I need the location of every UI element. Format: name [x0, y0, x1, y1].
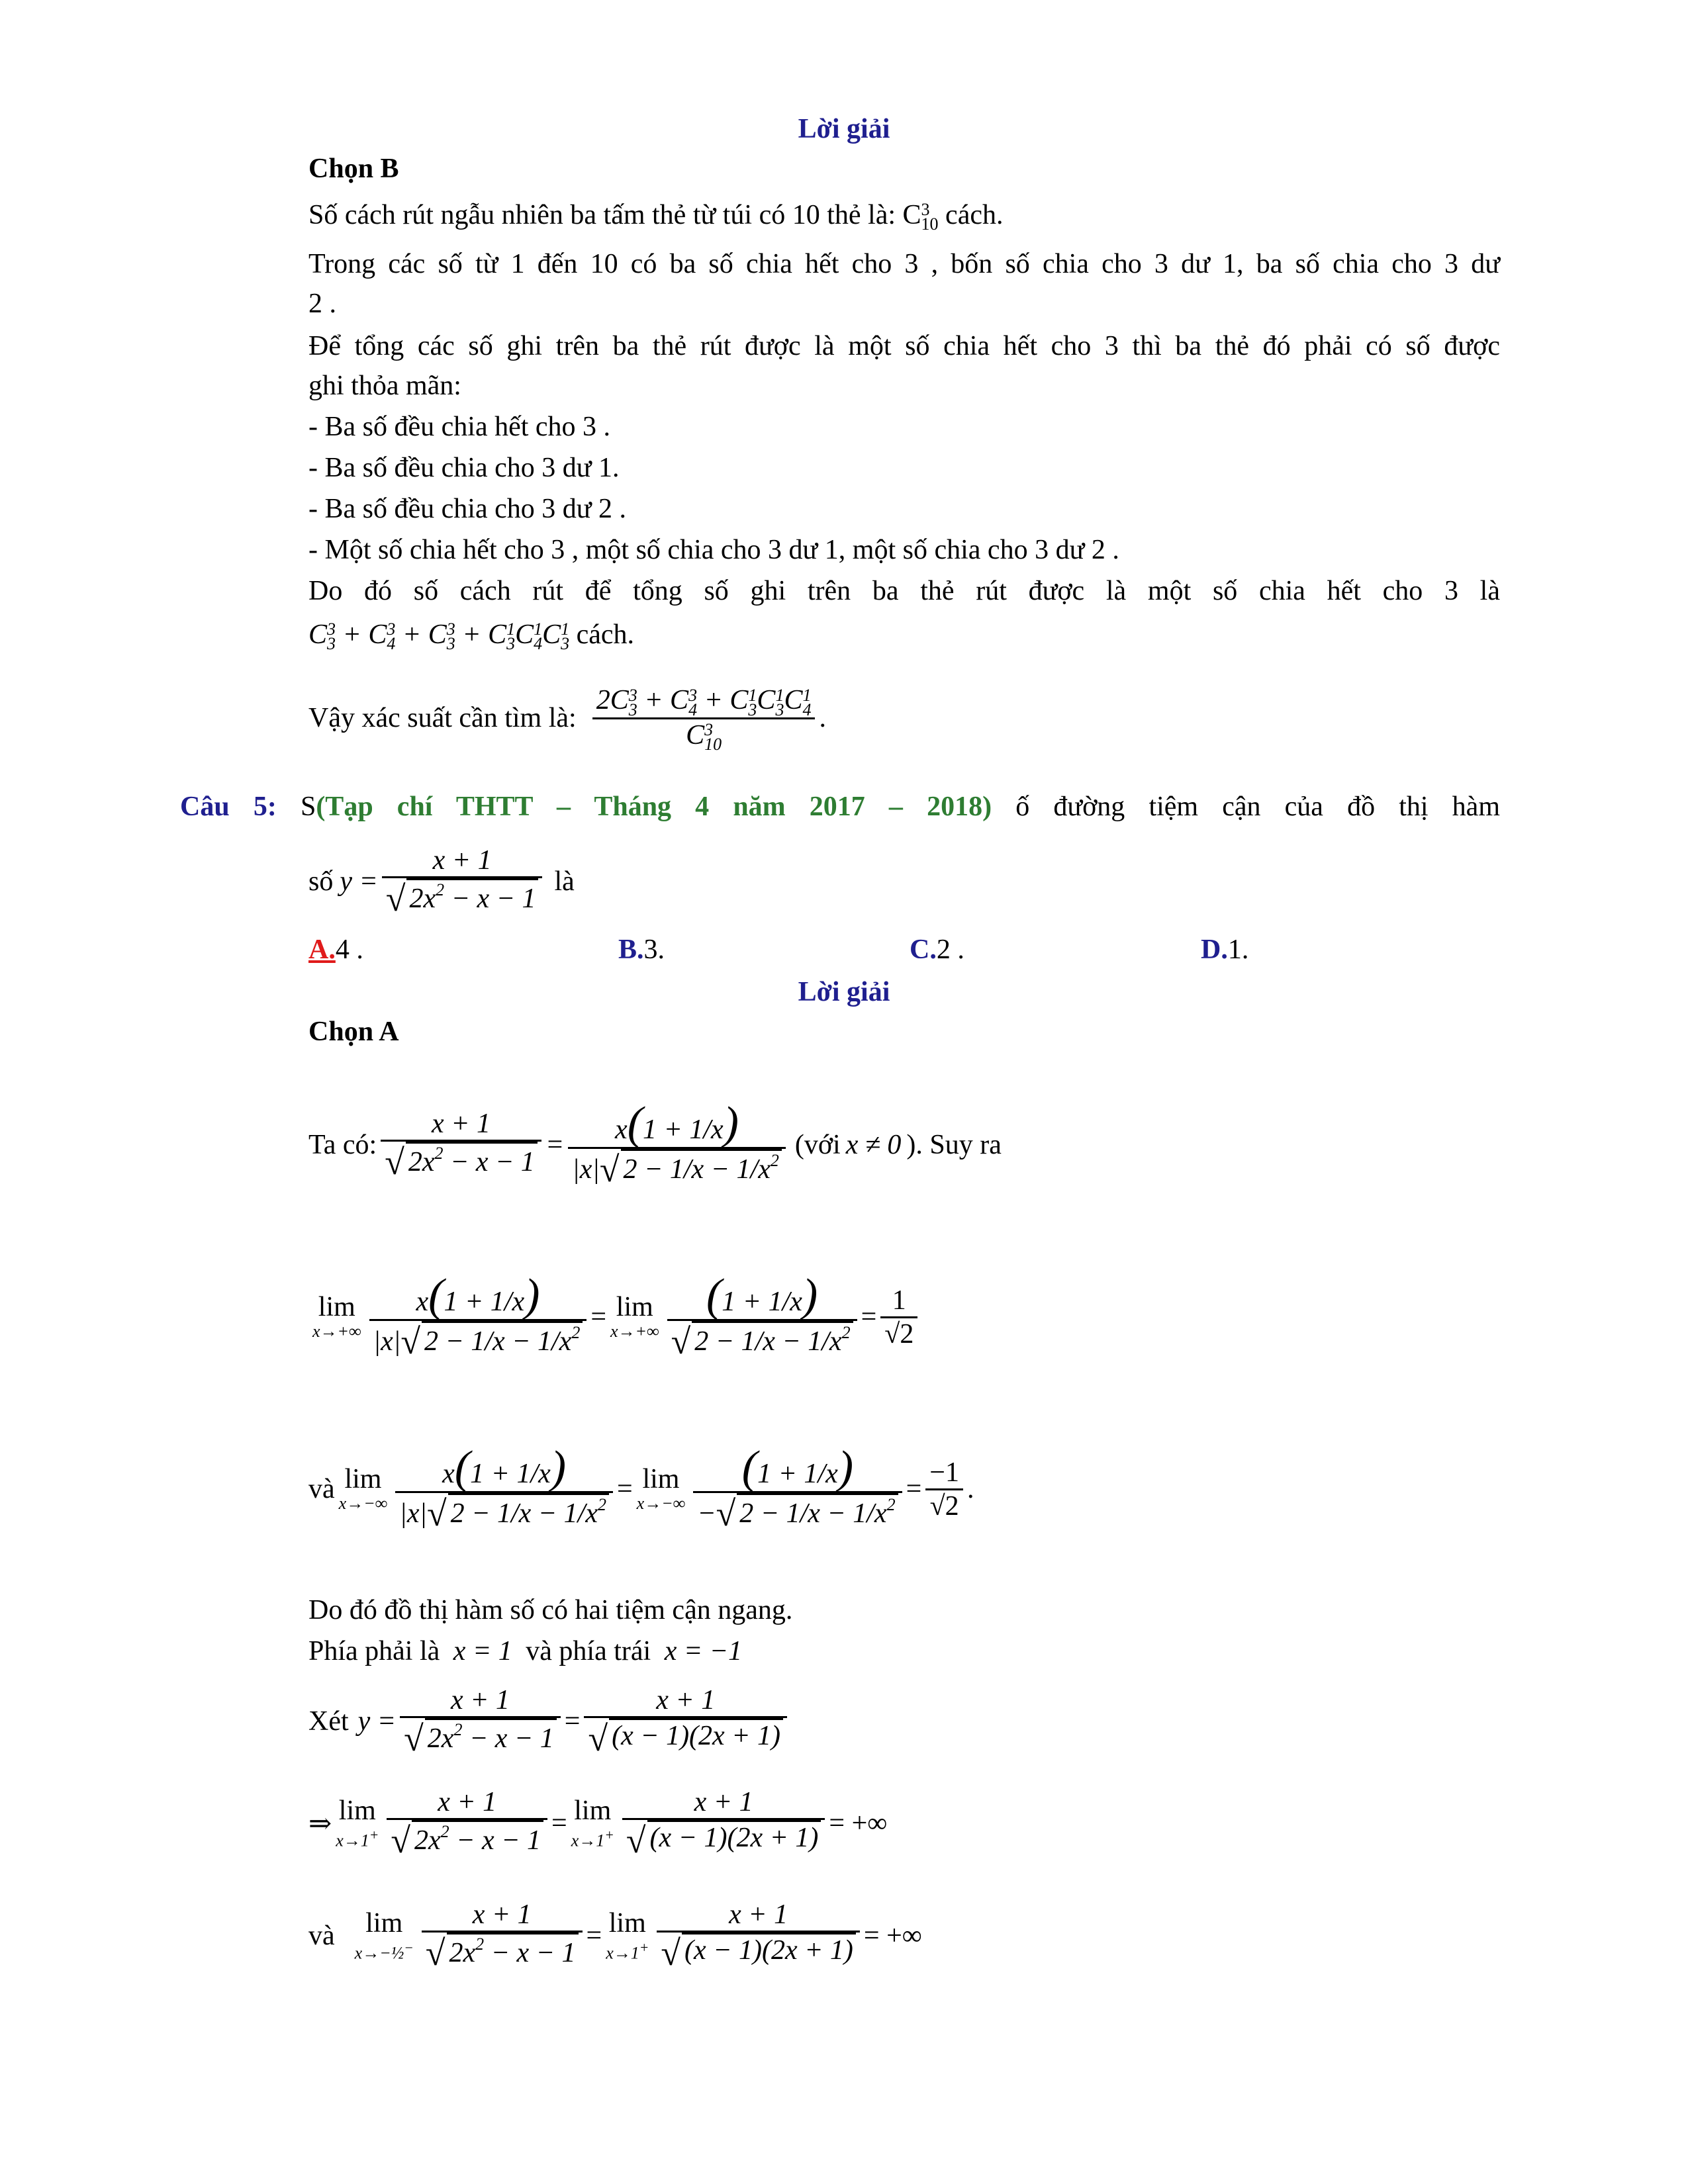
limit-plus-infinity: lim x→+∞ $\frac{x(1 + 1/x)}{|x|√ 2 - 1/x - 1/x^2}$ = lim x→+∞ $\frac{(1 + 1/x)}{√ 2 - 1/x - 1/x^2}$ = $\frac{1}{√2}$ — [308, 1238, 1500, 1396]
limit-at-one: ⇒ lim x→1+ $\frac{x + 1}{√ 2x^2 - x - 1}$ = lim x→1+ $\frac{x + 1}{√ (x - 1)(2x + 1)}$ = +∞ — [308, 1786, 888, 1860]
lim-minus-inf-2: lim x→−∞ — [636, 1464, 686, 1513]
bullet-1: - Ba số đều chia hết cho 3 . — [308, 412, 611, 442]
choice-c[interactable] — [910, 931, 964, 969]
lim-minus-inf-1: lim x→−∞ — [338, 1464, 388, 1513]
conclusion-1: Do đó đồ thị hàm số có hai tiệm cận ngang. — [308, 1595, 793, 1625]
limit-at-minus-half: và lim x→−½− $\frac{x + 1}{√ 2x^2 - x - 1}$ = lim x→1+ $\frac{x + 1}{√ (x - 1)(2x + 1)}$ = +∞ — [308, 1899, 922, 1973]
question5-line1 — [180, 788, 1500, 826]
solution1-line5: ghi thỏa mãn: — [308, 371, 461, 401]
question5-line2: số y = $\frac{x + 1}{√ 2x^2 - x - 1}$ là — [308, 844, 575, 919]
va-label-1: và — [308, 1474, 335, 1504]
plus-infinity-2: = +∞ — [863, 1921, 922, 1951]
c10-scripts — [921, 200, 939, 234]
c10-sup: 3 — [921, 200, 930, 220]
solution1-line1 — [308, 196, 1500, 234]
lim-word: lim — [318, 1292, 355, 1322]
question5-tail: là — [554, 866, 575, 897]
choice-d-letter: D. — [1201, 934, 1228, 965]
solution-heading-1: Lời giải — [798, 114, 890, 144]
xet-line: Xét y = $\frac{x + 1}{√ 2x^2 - x - 1}$ = $\frac{x + 1}{√ (x - 1)(2x + 1)}$ — [308, 1678, 1500, 1764]
question5-text: ố đường tiệm cận của đồ thị hàm — [992, 792, 1500, 822]
taco-tail-1: (với — [794, 1130, 841, 1160]
choice-b-letter: B. — [618, 934, 644, 965]
choice-d-value: 1. — [1227, 934, 1249, 965]
implies-symbol: ⇒ — [308, 1809, 332, 1839]
lim-word: lim — [608, 1907, 646, 1938]
question5-prefix: số — [308, 866, 334, 897]
choice-a-value: 4 . — [335, 934, 363, 965]
taco-tail-2: ). Suy ra — [906, 1130, 1002, 1160]
limit-minus-infinity: và lim x→−∞ $\frac{x(1 + 1/x)}{|x|√ 2 - 1/x - 1/x^2}$ = lim x→−∞ $\frac{(1 + 1/x)}{-√ 2 - 1/x - 1/x^2}$ = $\frac{-1}{√2}$ . — [308, 1441, 974, 1533]
lim-word: lim — [616, 1292, 653, 1322]
choice-a-letter: A. — [308, 934, 336, 965]
bullet-3: - Ba số đều chia cho 3 dư 2 . — [308, 494, 626, 524]
lim-word: lim — [365, 1907, 403, 1938]
probability-fraction: 2C 3 3 + C 3 4 + C 1 3 C 1 3 C 1 4 C 3 10 — [592, 684, 816, 752]
question5-function: $\frac{x + 1}{√ 2x^2 - x - 1}$ — [382, 844, 543, 919]
choice-b[interactable] — [618, 931, 665, 969]
conclusion-2: Phía phải là x = 1 và phía trái x = −1 — [308, 1636, 743, 1666]
taco-fraction-right: $\frac{x(1 + 1/x)}{|x|√ 2 - 1/x - 1/x^2}$ — [568, 1101, 786, 1190]
lim-plus-inf-1: lim x→+∞ — [312, 1292, 361, 1341]
conclusion-2-a: Phía phải là — [308, 1636, 440, 1666]
question5-source: (Tạp chí THTT – Tháng 4 năm 2017 – 2018) — [316, 792, 992, 822]
count-formula-tail: cách. — [576, 619, 635, 650]
taco-label: Ta có: — [308, 1130, 377, 1160]
lim-word: lim — [344, 1464, 382, 1494]
solution1-line3: 2 . — [308, 289, 336, 319]
choice-c-value: 2 . — [936, 934, 964, 965]
choice-d[interactable] — [1201, 931, 1248, 969]
bullet-2: - Ba số đều chia cho 3 dư 1. — [308, 453, 620, 483]
va-label-2: và — [308, 1921, 335, 1951]
probability-line: Vậy xác suất cần tìm là: 2C 3 3 + C 3 4 + C 1 3 C 1 3 C 1 4 C 3 10 . — [308, 685, 826, 754]
solution1-line1-tail: cách. — [938, 200, 1004, 230]
solution1-line2: Trong các số từ 1 đến 10 có ba số chia hết cho 3 , bốn số chia cho 3 dư 1, ba số chia cho 3 dư — [308, 249, 1500, 279]
choice-a[interactable] — [308, 931, 363, 969]
choice-b-value: 3. — [643, 934, 665, 965]
choice-c-letter: C. — [910, 934, 937, 965]
bullet-4: - Một số chia hết cho 3 , một số chia cho 3 dư 1, một số chia cho 3 dư 2 . — [308, 535, 1119, 565]
conclusion-2-b: và phía trái — [526, 1636, 651, 1666]
lim-word: lim — [574, 1795, 612, 1826]
xet-label: Xét — [308, 1706, 349, 1737]
taco-fraction-left: $\frac{x + 1}{√ 2x^2 - x - 1}$ — [381, 1108, 541, 1183]
plus-infinity-1: = +∞ — [829, 1808, 888, 1839]
solution1-line6: Do đó số cách rút để tổng số ghi trên ba thẻ rút được là một số chia hết cho 3 là — [308, 576, 1500, 606]
count-formula: C 3 3 + C 3 4 + C 3 3 + C 1 3 C 1 4 C 1 3 — [308, 619, 570, 654]
choose-a-label: Chọn A — [308, 1017, 399, 1047]
probability-label: Vậy xác suất cần tìm là: — [308, 703, 577, 733]
c10-sub: 10 — [921, 214, 939, 234]
count-formula-line — [308, 615, 1500, 654]
lim-word: lim — [642, 1464, 680, 1494]
solution1-line1-text: Số cách rút ngẫu nhiên ba tấm thẻ từ túi có 10 thẻ là: C — [308, 200, 921, 230]
lim-word: lim — [338, 1795, 376, 1826]
solution1-line4: Để tổng các số ghi trên ba thẻ rút được là một số chia hết cho 3 thì ba thẻ đó phải có số được — [308, 331, 1500, 361]
choose-b-label: Chọn B — [308, 154, 399, 184]
solution-heading-2: Lời giải — [798, 977, 890, 1007]
lim-plus-inf-2: lim x→+∞ — [610, 1292, 659, 1341]
taco-line: Ta có: $\frac{x + 1}{√ 2x^2 - x - 1}$ = $\frac{x(1 + 1/x)}{|x|√ 2 - 1/x - 1/x^2}$ (với x ≠ 0 ). Suy ra — [308, 1097, 1002, 1189]
question5-label: Câu 5: — [180, 792, 277, 822]
question5-s-letter: S — [300, 792, 316, 822]
